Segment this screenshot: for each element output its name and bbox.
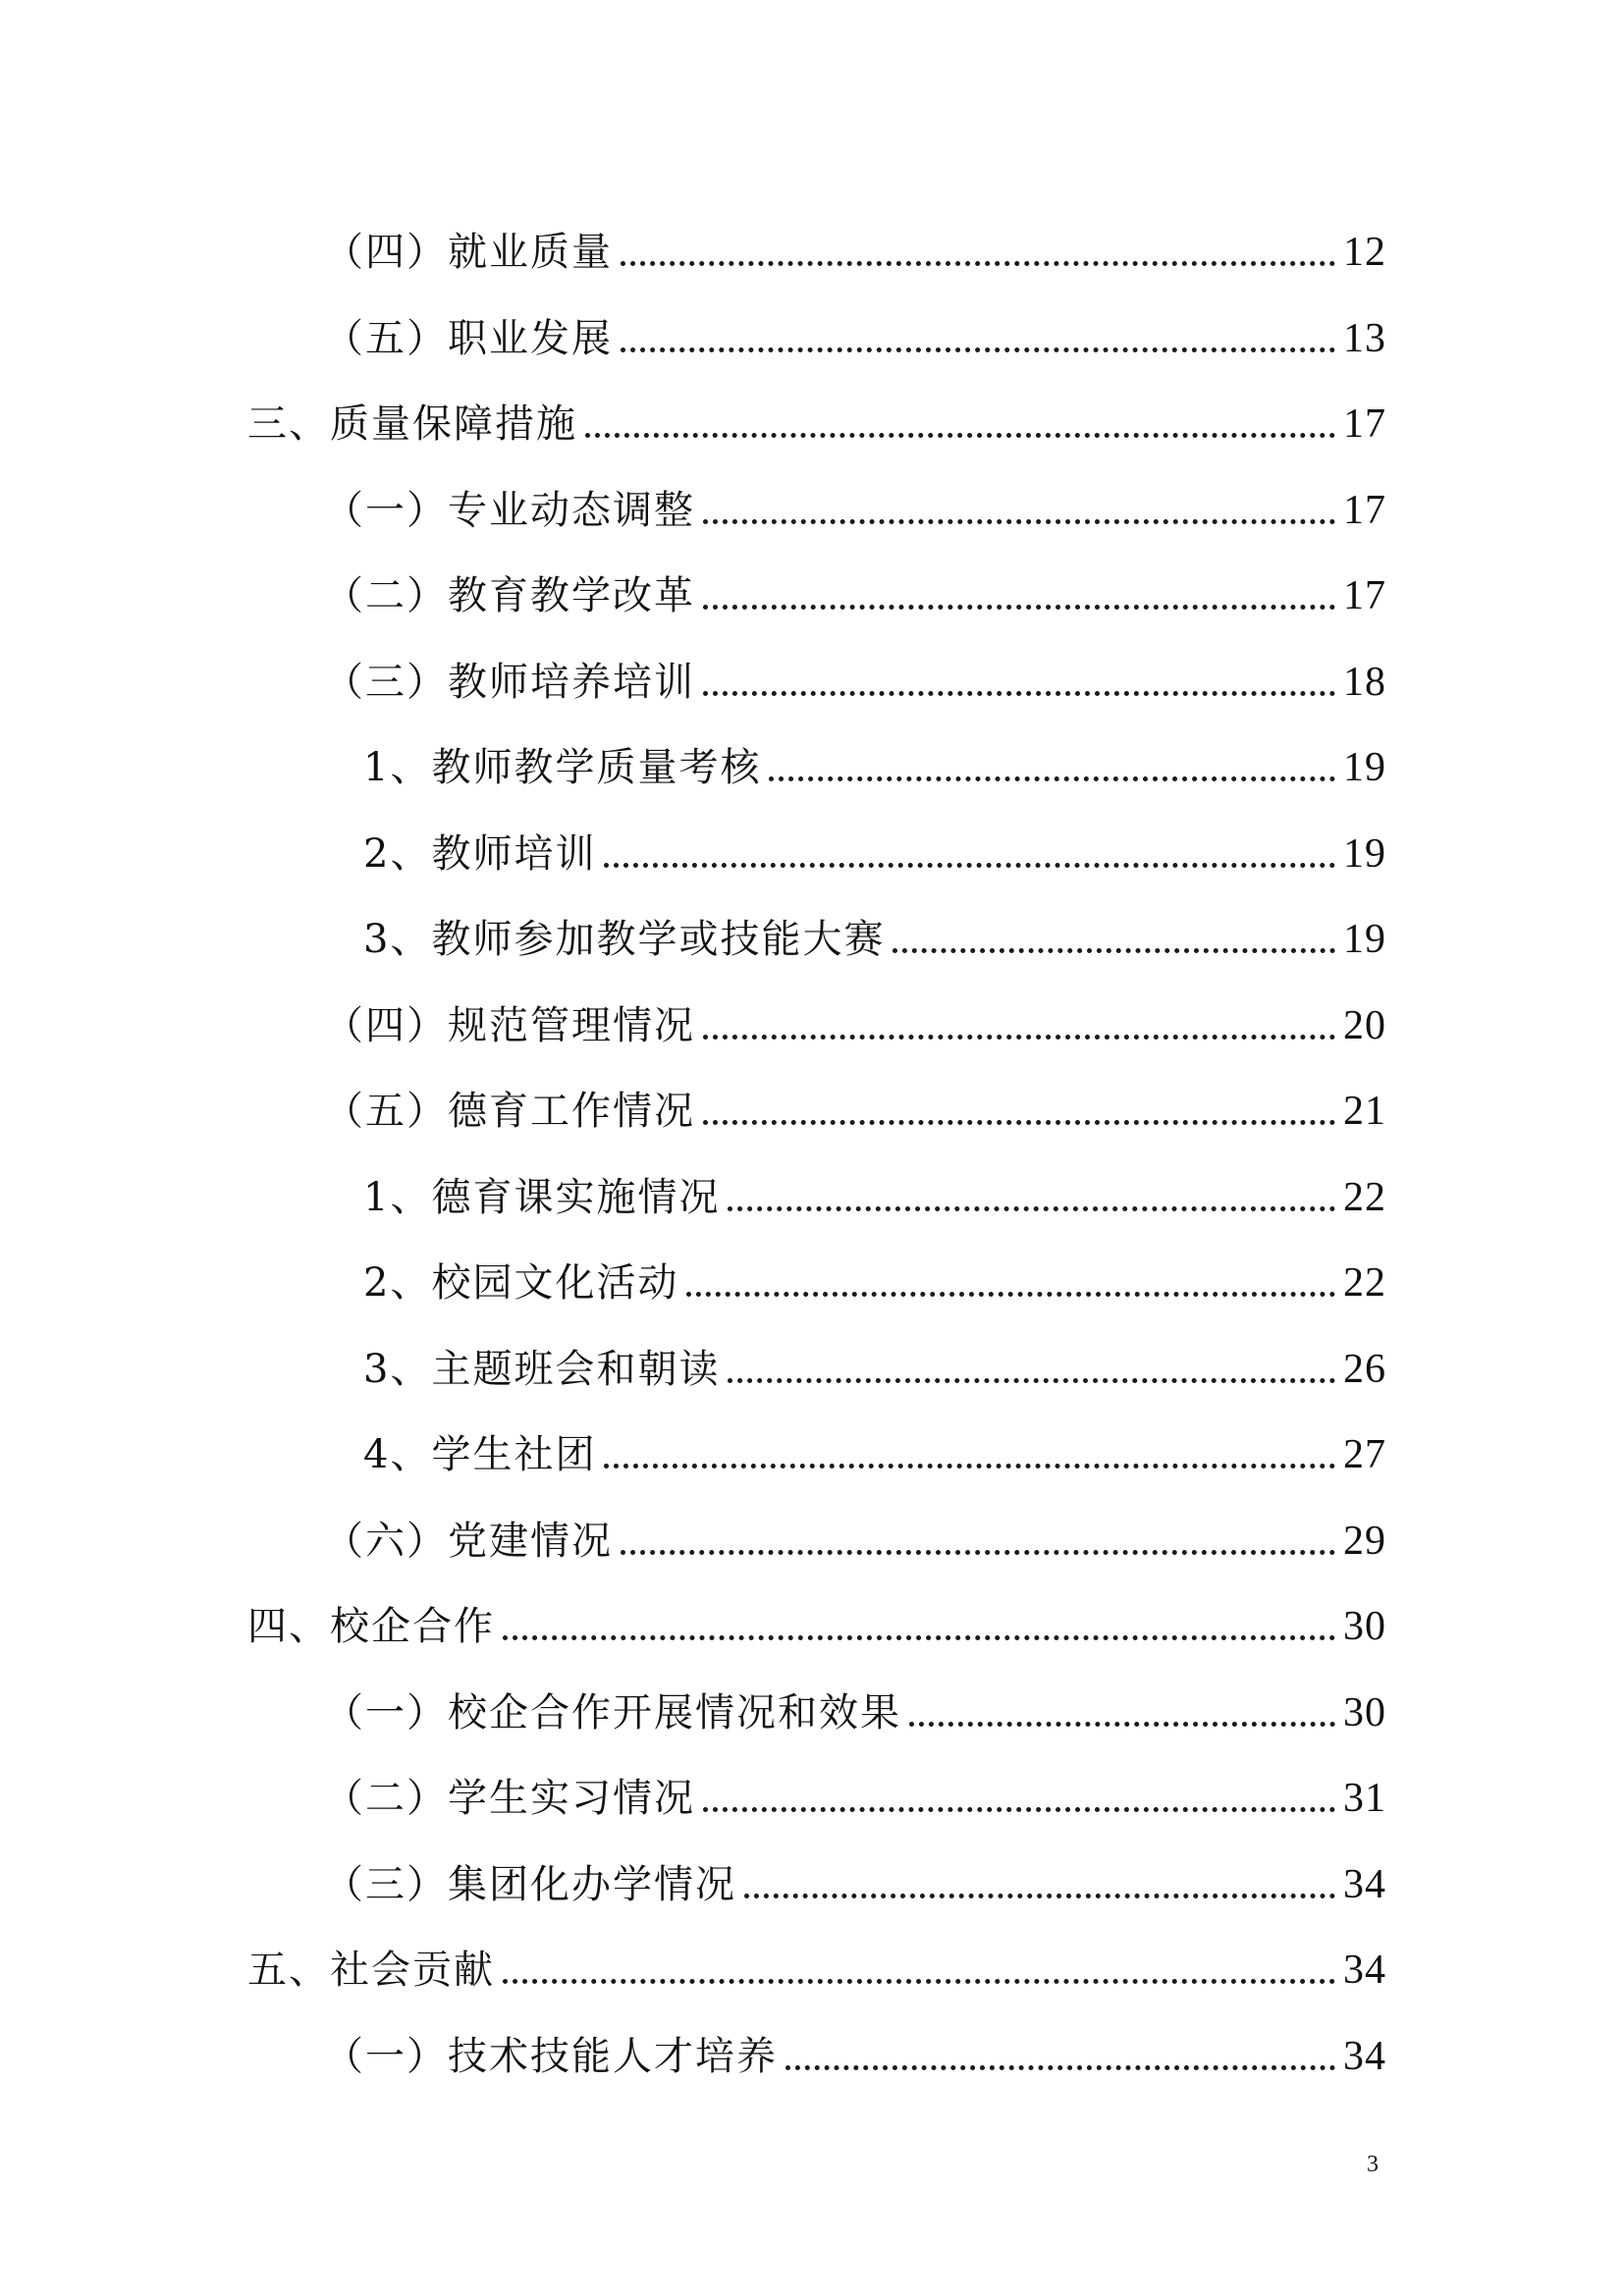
toc-entry-page: 30 (1343, 1604, 1386, 1649)
toc-entry-page: 34 (1343, 1861, 1386, 1907)
toc-entry-title: 五、社会贡献 (247, 1948, 495, 1993)
toc-dot-leader (585, 432, 1335, 438)
toc-dot-leader (703, 1119, 1335, 1125)
toc-entry[interactable] (324, 1670, 1386, 1738)
toc-entry[interactable] (363, 724, 1386, 793)
toc-entry[interactable] (324, 1755, 1386, 1824)
toc-dot-leader (728, 1205, 1335, 1211)
toc-dot-leader (909, 1721, 1335, 1727)
toc-entry[interactable] (363, 896, 1386, 965)
toc-dot-leader (703, 604, 1335, 610)
toc-entry-page: 34 (1343, 2033, 1386, 2079)
toc-entry-page: 34 (1343, 1948, 1386, 1993)
toc-entry[interactable] (247, 1583, 1386, 1652)
toc-entry-page: 17 (1343, 487, 1386, 533)
toc-entry-page: 12 (1343, 230, 1386, 275)
toc-entry[interactable] (324, 1842, 1386, 1910)
toc-entry[interactable] (324, 1498, 1386, 1567)
toc-entry[interactable] (324, 1068, 1386, 1137)
toc-entry-title: （四）规范管理情况 (324, 1002, 695, 1048)
toc-entry-title: （二）教育教学改革 (324, 573, 695, 618)
toc-dot-leader (604, 862, 1335, 868)
toc-entry-title: （一）专业动态调整 (324, 487, 695, 533)
toc-entry[interactable] (247, 381, 1386, 450)
toc-entry-title: 1、德育课实施情况 (363, 1174, 721, 1220)
toc-entry-title: 3、主题班会和朝读 (363, 1346, 721, 1392)
toc-entry[interactable] (324, 983, 1386, 1051)
toc-entry-page: 27 (1343, 1432, 1386, 1477)
toc-entry-title: 2、教师培训 (363, 830, 597, 877)
toc-dot-leader (728, 1377, 1335, 1383)
toc-entry-title: （五）德育工作情况 (324, 1089, 695, 1134)
toc-entry-title: （三）教师培养培训 (324, 659, 695, 705)
toc-entry-title: 1、教师教学质量考核 (363, 745, 762, 790)
toc-entry-title: （六）党建情况 (324, 1518, 613, 1564)
toc-dot-leader (503, 1978, 1335, 1984)
toc-entry[interactable] (324, 553, 1386, 621)
toc-entry-page: 30 (1343, 1689, 1386, 1735)
toc-entry[interactable] (363, 811, 1386, 880)
toc-entry-page: 22 (1343, 1174, 1386, 1220)
toc-entry-page: 19 (1343, 830, 1386, 877)
toc-entry-page: 17 (1343, 573, 1386, 618)
toc-entry[interactable] (324, 467, 1386, 536)
toc-entry[interactable] (363, 1326, 1386, 1395)
toc-dot-leader (893, 947, 1335, 953)
toc-entry-page: 29 (1343, 1518, 1386, 1564)
toc-entry[interactable] (324, 2013, 1386, 2082)
toc-entry[interactable] (324, 295, 1386, 364)
toc-entry-title: 三、质量保障措施 (247, 401, 577, 447)
toc-entry-title: （四）就业质量 (324, 230, 613, 275)
toc-dot-leader (744, 1893, 1335, 1898)
toc-entry[interactable] (324, 639, 1386, 708)
toc-dot-leader (785, 2064, 1335, 2070)
toc-entry[interactable] (363, 1412, 1386, 1480)
toc-entry-title: （三）集团化办学情况 (324, 1861, 736, 1907)
toc-dot-leader (703, 1806, 1335, 1812)
toc-entry[interactable] (363, 1154, 1386, 1223)
page-number: 3 (1367, 2152, 1379, 2177)
toc-dot-leader (703, 690, 1335, 696)
toc-entry-page: 26 (1343, 1346, 1386, 1392)
toc-entry-page: 20 (1343, 1002, 1386, 1048)
toc-dot-leader (686, 1291, 1335, 1297)
toc-entry-title: （一）技术技能人才培养 (324, 2033, 778, 2079)
toc-dot-leader (769, 775, 1335, 781)
toc-entry-title: （一）校企合作开展情况和效果 (324, 1689, 901, 1735)
toc-dot-leader (703, 518, 1335, 524)
toc-dot-leader (621, 260, 1335, 266)
toc-dot-leader (621, 347, 1335, 352)
toc-entry-page: 21 (1343, 1089, 1386, 1134)
toc-entry-title: （五）职业发展 (324, 315, 613, 361)
toc-entry-title: （二）学生实习情况 (324, 1776, 695, 1821)
toc-entry[interactable] (324, 209, 1386, 278)
toc-dot-leader (503, 1634, 1335, 1640)
toc-entry-page: 13 (1343, 315, 1386, 361)
toc-entry-page: 17 (1343, 401, 1386, 447)
toc-entry-page: 18 (1343, 659, 1386, 705)
toc-entry[interactable] (247, 1927, 1386, 1996)
toc-dot-leader (604, 1463, 1335, 1468)
toc-entry-title: 2、校园文化活动 (363, 1260, 679, 1306)
toc-entry-title: 4、学生社团 (363, 1432, 597, 1477)
toc-entry-page: 22 (1343, 1260, 1386, 1306)
toc-entry[interactable] (363, 1240, 1386, 1308)
toc-entry-page: 19 (1343, 917, 1386, 962)
toc-dot-leader (621, 1549, 1335, 1555)
toc-entry-page: 31 (1343, 1776, 1386, 1821)
toc-dot-leader (703, 1034, 1335, 1040)
toc-entry-title: 3、教师参加教学或技能大赛 (363, 917, 886, 962)
toc-entry-title: 四、校企合作 (247, 1604, 495, 1649)
toc-entry-page: 19 (1343, 745, 1386, 790)
